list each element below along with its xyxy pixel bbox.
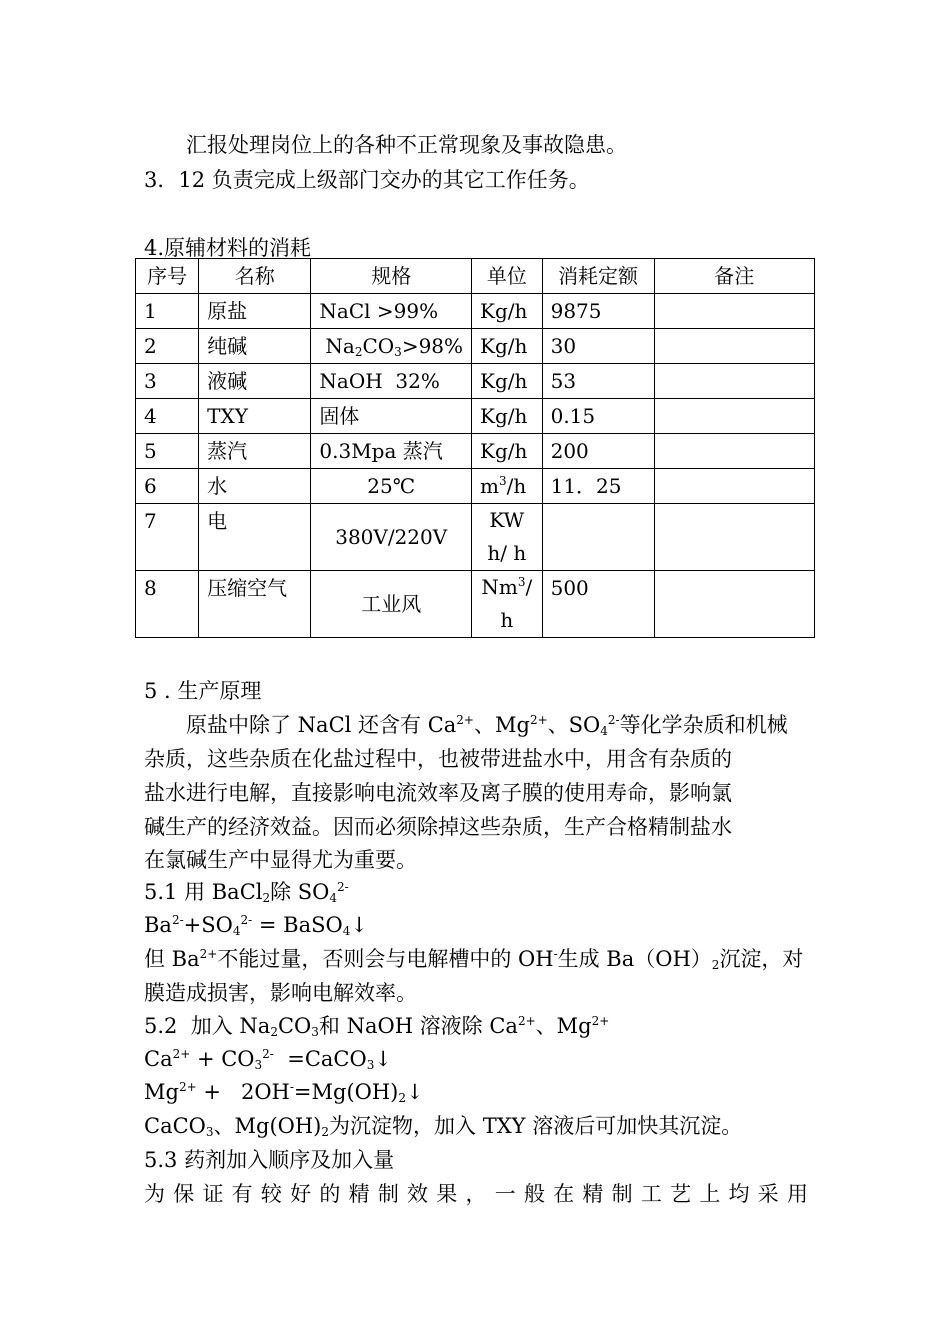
material-spec: 380V/220V (311, 504, 472, 571)
material-spec: 固体 (311, 399, 472, 434)
superscript: 2+ (591, 1014, 610, 1028)
row-number: 5 (136, 434, 199, 469)
remark (654, 399, 814, 434)
material-unit: Kg/h (472, 434, 543, 469)
spec-subscript: 2 (354, 345, 363, 359)
subsection-heading: 5.3 药剂加入顺序及加入量 (144, 1148, 395, 1172)
text: + 2OH (196, 1080, 290, 1104)
subscript: 4 (342, 924, 351, 938)
table-row (136, 571, 815, 638)
subscript: 3 (311, 1025, 319, 1039)
material-unit: KWh/ h (472, 504, 543, 571)
material-unit: Kg/h (472, 399, 543, 434)
material-unit: Kg/h (472, 329, 543, 364)
table-row (136, 364, 815, 399)
text: 为沉淀物，加入 TXY 溶液后可加快其沉淀。 (329, 1114, 743, 1138)
table-row (136, 504, 815, 571)
text: 沉淀，对 (719, 947, 804, 971)
text: ↓ (350, 913, 368, 937)
superscript: 2+ (529, 713, 548, 727)
material-name: TXY (199, 399, 311, 434)
row-number: 3 (136, 364, 199, 399)
spec-text: Na (325, 334, 355, 358)
paragraph-line: 在氯碱生产中显得尤为重要。 (144, 848, 417, 872)
consumption-quota: 11．25 (542, 469, 654, 504)
paragraph-line (144, 945, 803, 973)
paragraph-line: 为保证有较好的精制效果，一般在精制工艺上均采用 (144, 1182, 808, 1206)
table-row (136, 469, 815, 504)
subscript: 2 (262, 891, 271, 905)
material-name: 蒸汽 (199, 434, 311, 469)
table-row (136, 434, 815, 469)
remark (654, 504, 814, 571)
unit-superscript: 3 (517, 575, 526, 589)
remark (654, 434, 814, 469)
header-cell: 备注 (654, 259, 814, 294)
row-number: 2 (136, 329, 199, 364)
paragraph-line: 3．12 负责完成上级部门交办的其它工作任务。 (144, 168, 590, 192)
material-unit: Kg/h (472, 294, 543, 329)
header-cell: 名称 (199, 259, 311, 294)
subscript: 3 (366, 1058, 375, 1072)
consumption-quota: 500 (542, 571, 654, 638)
unit-text: m (480, 474, 499, 498)
section-heading: 4.原辅材料的消耗 (144, 236, 312, 260)
text: 5.2 加入 Na (144, 1014, 271, 1038)
equation-line (144, 911, 368, 939)
text: 5.1 用 BaCl (144, 880, 263, 904)
superscript: 2- (240, 913, 253, 927)
spec-text: CO (362, 334, 395, 358)
subscript: 3 (205, 1125, 214, 1139)
remark (654, 571, 814, 638)
paragraph-line: 碱生产的经济效益。因而必须除掉这些杂质，生产合格精制盐水 (144, 815, 732, 839)
subscript: 2 (270, 1025, 278, 1039)
text: 和 NaOH 溶液除 Ca (318, 1014, 518, 1038)
superscript: 2+ (517, 1014, 536, 1028)
superscript: 2- (337, 880, 349, 894)
consumption-quota: 9875 (542, 294, 654, 329)
text: + CO (190, 1047, 255, 1071)
text: 但 Ba (144, 947, 200, 971)
unit-text: /h (506, 474, 527, 498)
unit-text: Nm (481, 575, 518, 599)
text: CaCO (144, 1114, 206, 1138)
spec-subscript: 3 (394, 345, 402, 359)
materials-table (135, 258, 815, 638)
paragraph-line: 杂质，这些杂质在化盐过程中，也被带进盐水中，用含有杂质的 (144, 747, 732, 771)
paragraph-line: 膜造成损害，影响电解效率。 (144, 981, 417, 1005)
material-spec: 工业风 (311, 571, 472, 638)
text: Mg (144, 1080, 179, 1104)
superscript: 2- (262, 1047, 274, 1061)
superscript: 2+ (172, 1047, 191, 1061)
superscript: - (553, 947, 558, 961)
subscript: 3 (254, 1058, 263, 1072)
text: 不能过量，否则会与电解槽中的 OH (217, 947, 554, 971)
text: =Mg(OH) (293, 1080, 399, 1104)
text: Ba (144, 913, 172, 937)
subsection-heading (144, 1012, 609, 1040)
row-number: 4 (136, 399, 199, 434)
material-name: 液碱 (199, 364, 311, 399)
table-row (136, 329, 815, 364)
superscript: 2- (171, 913, 184, 927)
material-spec: NaCl >99% (311, 294, 472, 329)
consumption-quota: 200 (542, 434, 654, 469)
remark (654, 294, 814, 329)
material-unit: Kg/h (472, 364, 543, 399)
subsection-heading (144, 878, 349, 906)
material-spec: 0.3Mpa 蒸汽 (311, 434, 472, 469)
paragraph-line: 盐水进行电解，直接影响电流效率及离子膜的使用寿命，影响氯 (144, 781, 732, 805)
text: CO (277, 1014, 312, 1038)
text: +SO (183, 913, 233, 937)
material-spec: NaOH 32% (311, 364, 472, 399)
paragraph-line (186, 711, 788, 739)
table-row (136, 399, 815, 434)
superscript: 2+ (199, 947, 218, 961)
material-name: 压缩空气 (199, 571, 311, 638)
remark (654, 364, 814, 399)
equation-line (144, 1078, 424, 1106)
material-name: 水 (199, 469, 311, 504)
row-number: 6 (136, 469, 199, 504)
subscript: 2 (711, 958, 720, 972)
paragraph-line: 汇报处理岗位上的各种不正常现象及事故隐患。 (186, 133, 627, 157)
spec-text: >98% (401, 334, 464, 358)
material-name: 纯碱 (199, 329, 311, 364)
material-unit (472, 571, 543, 638)
header-cell: 规格 (311, 259, 472, 294)
text: 除 SO (270, 880, 330, 904)
text: = BaSO (252, 913, 343, 937)
section-heading: 5 . 生产原理 (144, 679, 262, 703)
superscript: 2+ (178, 1080, 197, 1094)
subscript: 4 (232, 924, 241, 938)
paragraph-line (144, 1112, 742, 1140)
material-name: 电 (199, 504, 311, 571)
consumption-quota (542, 504, 654, 571)
subscript: 4 (329, 891, 338, 905)
subscript: 2 (398, 1091, 407, 1105)
table-row (136, 294, 815, 329)
superscript: - (289, 1080, 294, 1094)
text: 、SO (547, 713, 601, 737)
subscript: 4 (600, 724, 608, 738)
row-number: 7 (136, 504, 199, 571)
row-number: 1 (136, 294, 199, 329)
row-number: 8 (136, 571, 199, 638)
material-spec (311, 329, 472, 364)
text: =CaCO (273, 1047, 367, 1071)
text: ↓ (374, 1047, 392, 1071)
text: 、Mg (535, 1014, 592, 1038)
text: Ca (144, 1047, 173, 1071)
remark (654, 329, 814, 364)
material-name: 原盐 (199, 294, 311, 329)
superscript: 2+ (456, 713, 474, 727)
table-header-row (136, 259, 815, 294)
consumption-quota: 0.15 (542, 399, 654, 434)
header-cell: 单位 (472, 259, 543, 294)
equation-line (144, 1045, 392, 1073)
superscript: 2- (607, 713, 620, 727)
header-cell: 序号 (136, 259, 199, 294)
text: 等化学杂质和机械 (619, 713, 788, 737)
unit-text: / h (500, 575, 533, 632)
text: ↓ (406, 1080, 424, 1104)
remark (654, 469, 814, 504)
consumption-quota: 53 (542, 364, 654, 399)
text: 生成 Ba（OH） (557, 947, 712, 971)
unit-superscript: 3 (499, 474, 507, 488)
material-unit (472, 469, 543, 504)
text: 原盐中除了 NaCl 还含有 Ca (186, 713, 457, 737)
material-spec: 25℃ (311, 469, 472, 504)
text: 、Mg (474, 713, 530, 737)
text: 、Mg(OH) (213, 1114, 322, 1138)
subscript: 2 (321, 1125, 330, 1139)
consumption-quota: 30 (542, 329, 654, 364)
header-cell: 消耗定额 (542, 259, 654, 294)
